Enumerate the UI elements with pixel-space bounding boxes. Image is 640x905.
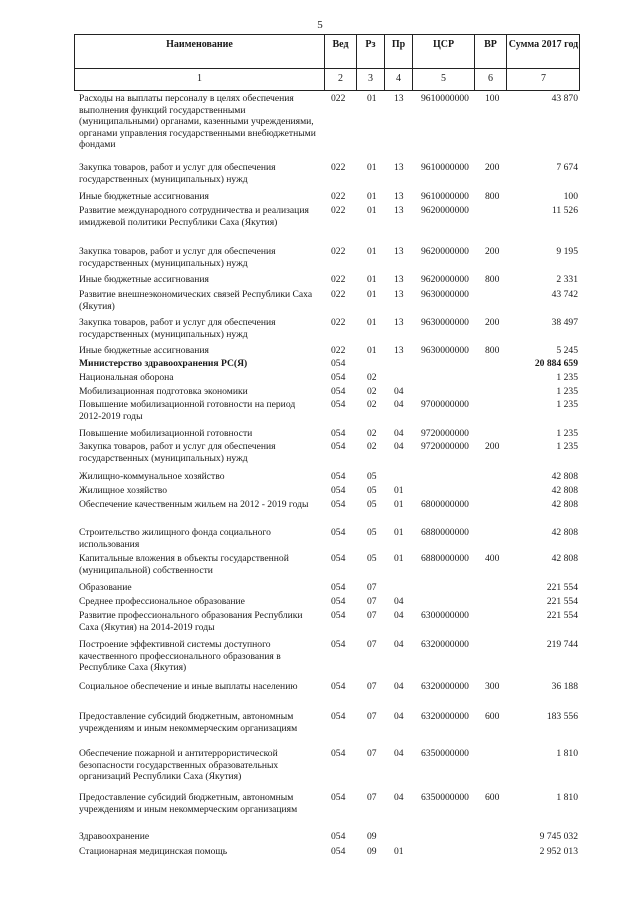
header-pr: Пр (384, 34, 412, 68)
cell-sum: 219 744 (546, 639, 578, 650)
cell-sum: 9 195 (556, 246, 578, 257)
cell-sum: 43 870 (551, 93, 578, 104)
cell-rz: 02 (367, 386, 377, 397)
cell-name: Иные бюджетные ассигнования (79, 191, 209, 202)
cell-sum: 42 808 (551, 485, 578, 496)
header-ved: Вед (324, 34, 356, 68)
header-number-sum: 7 (506, 69, 580, 90)
header-number-name: 1 (74, 69, 324, 90)
header-number-pr: 4 (384, 69, 412, 90)
cell-name: Жилищное хозяйство (79, 485, 168, 496)
cell-ved: 054 (331, 386, 346, 397)
cell-ved: 022 (331, 289, 346, 300)
cell-name: Предоставление субсидий бюджетным, автономным учреждениям и иным некоммерческим организациям (79, 792, 298, 815)
cell-pr: 01 (394, 846, 404, 857)
cell-rz: 05 (367, 471, 377, 482)
cell-pr: 01 (394, 527, 404, 538)
cell-sum: 1 235 (556, 386, 578, 397)
cell-csr: 9620000000 (421, 274, 469, 285)
cell-ved: 022 (331, 93, 346, 104)
cell-sum: 1 235 (556, 372, 578, 383)
cell-rz: 01 (367, 162, 377, 173)
cell-csr: 6350000000 (421, 792, 469, 803)
cell-rz: 01 (367, 317, 377, 328)
cell-sum: 42 808 (551, 553, 578, 564)
cell-rz: 02 (367, 399, 377, 410)
cell-pr: 13 (394, 345, 404, 356)
cell-csr: 6320000000 (421, 639, 469, 650)
cell-csr: 6880000000 (421, 527, 469, 538)
cell-name: Среднее профессиональное образование (79, 596, 245, 607)
cell-sum: 11 526 (551, 205, 578, 216)
cell-rz: 05 (367, 485, 377, 496)
cell-csr: 9630000000 (421, 317, 469, 328)
cell-csr: 6320000000 (421, 711, 469, 722)
cell-sum: 100 (563, 191, 578, 202)
cell-pr: 04 (394, 748, 404, 759)
cell-sum: 221 554 (546, 582, 578, 593)
cell-csr: 6320000000 (421, 681, 469, 692)
cell-name: Здравоохранение (79, 831, 150, 842)
cell-rz: 02 (367, 428, 377, 439)
cell-sum: 1 235 (556, 441, 578, 452)
cell-csr: 6350000000 (421, 748, 469, 759)
cell-ved: 022 (331, 345, 346, 356)
cell-pr: 13 (394, 246, 404, 257)
cell-pr: 13 (394, 191, 404, 202)
cell-rz: 02 (367, 441, 377, 452)
cell-name: Обеспечение пожарной и антитеррористической безопасности государственных образовательных организаций Республики Саха (Якутия) (79, 748, 279, 783)
cell-rz: 05 (367, 499, 377, 510)
header-csr: ЦСР (412, 34, 474, 68)
cell-name: Капитальные вложения в объекты государственной (муниципальной) собственности (79, 553, 289, 576)
cell-ved: 022 (331, 246, 346, 257)
cell-csr: 9620000000 (421, 205, 469, 216)
cell-sum: 36 188 (551, 681, 578, 692)
cell-ved: 054 (331, 596, 346, 607)
cell-sum: 43 742 (551, 289, 578, 300)
header-name: Наименование (74, 34, 324, 68)
cell-rz: 07 (367, 681, 377, 692)
cell-pr: 01 (394, 499, 404, 510)
cell-rz: 01 (367, 274, 377, 285)
cell-name: Строительство жилищного фонда социального использования (79, 527, 271, 550)
cell-pr: 13 (394, 93, 404, 104)
cell-sum: 2 952 013 (539, 846, 578, 857)
cell-sum: 221 554 (546, 610, 578, 621)
cell-csr: 9720000000 (421, 428, 469, 439)
cell-rz: 01 (367, 205, 377, 216)
cell-vr: 200 (485, 162, 500, 173)
cell-name: Стационарная медицинская помощь (79, 846, 228, 857)
cell-rz: 07 (367, 639, 377, 650)
cell-rz: 09 (367, 846, 377, 857)
cell-ved: 022 (331, 274, 346, 285)
cell-pr: 04 (394, 399, 404, 410)
cell-vr: 200 (485, 317, 500, 328)
cell-rz: 07 (367, 792, 377, 803)
header-number-rz: 3 (356, 69, 384, 90)
cell-csr: 9630000000 (421, 289, 469, 300)
cell-ved: 054 (331, 471, 346, 482)
cell-ved: 054 (331, 582, 346, 593)
header-sum: Сумма 2017 год (506, 34, 580, 68)
cell-vr: 100 (485, 93, 500, 104)
cell-name: Построение эффективной системы доступного качественного профессионального образования в Республике Саха (Якутия) (79, 639, 281, 674)
cell-csr: 6300000000 (421, 610, 469, 621)
cell-pr: 13 (394, 317, 404, 328)
cell-rz: 07 (367, 711, 377, 722)
cell-pr: 04 (394, 711, 404, 722)
cell-vr: 200 (485, 441, 500, 452)
cell-pr: 01 (394, 553, 404, 564)
cell-name: Иные бюджетные ассигнования (79, 345, 209, 356)
cell-csr: 6880000000 (421, 553, 469, 564)
cell-name: Обеспечение качественным жильем на 2012 - 2019 годы (79, 499, 309, 510)
cell-pr: 04 (394, 610, 404, 621)
cell-rz: 01 (367, 289, 377, 300)
cell-rz: 01 (367, 345, 377, 356)
cell-rz: 07 (367, 748, 377, 759)
cell-name: Развитие внешнеэкономических связей Республики Саха (Якутия) (79, 289, 313, 312)
cell-csr: 9620000000 (421, 246, 469, 257)
table-header (74, 34, 580, 90)
cell-sum: 38 497 (551, 317, 578, 328)
cell-sum: 2 331 (556, 274, 578, 285)
cell-ved: 054 (331, 681, 346, 692)
cell-vr: 400 (485, 553, 500, 564)
cell-ved: 022 (331, 205, 346, 216)
table-right-border (579, 34, 580, 90)
cell-vr: 800 (485, 345, 500, 356)
cell-name: Мобилизационная подготовка экономики (79, 386, 248, 397)
cell-csr: 6800000000 (421, 499, 469, 510)
cell-csr: 9700000000 (421, 399, 469, 410)
cell-name: Закупка товаров, работ и услуг для обеспечения государственных (муниципальных) нужд (79, 317, 276, 340)
cell-pr: 04 (394, 639, 404, 650)
cell-sum: 20 884 659 (534, 358, 578, 369)
page-number: 5 (317, 19, 323, 31)
cell-name: Повышение мобилизационной готовности на период 2012-2019 годы (79, 399, 296, 422)
cell-sum: 7 674 (556, 162, 578, 173)
cell-ved: 054 (331, 711, 346, 722)
cell-pr: 04 (394, 681, 404, 692)
cell-ved: 054 (331, 485, 346, 496)
cell-name: Социальное обеспечение и иные выплаты населению (79, 681, 298, 692)
cell-ved: 054 (331, 748, 346, 759)
cell-sum: 1 810 (556, 792, 578, 803)
cell-ved: 022 (331, 191, 346, 202)
cell-ved: 022 (331, 317, 346, 328)
cell-vr: 200 (485, 246, 500, 257)
cell-sum: 1 810 (556, 748, 578, 759)
cell-pr: 04 (394, 441, 404, 452)
cell-sum: 42 808 (551, 499, 578, 510)
cell-pr: 04 (394, 386, 404, 397)
cell-sum: 183 556 (546, 711, 578, 722)
cell-csr: 9630000000 (421, 345, 469, 356)
cell-vr: 300 (485, 681, 500, 692)
header-rz: Рз (356, 34, 384, 68)
cell-pr: 01 (394, 485, 404, 496)
cell-rz: 07 (367, 610, 377, 621)
cell-ved: 054 (331, 831, 346, 842)
header-bottom-border (74, 90, 580, 91)
cell-ved: 054 (331, 553, 346, 564)
cell-pr: 13 (394, 205, 404, 216)
cell-pr: 04 (394, 428, 404, 439)
cell-name: Предоставление субсидий бюджетным, автономным учреждениям и иным некоммерческим организациям (79, 711, 298, 734)
cell-pr: 04 (394, 596, 404, 607)
cell-name: Национальная оборона (79, 372, 174, 383)
cell-sum: 5 245 (556, 345, 578, 356)
cell-rz: 05 (367, 527, 377, 538)
cell-name: Повышение мобилизационной готовности (79, 428, 253, 439)
cell-name: Закупка товаров, работ и услуг для обеспечения государственных (муниципальных) нужд (79, 246, 276, 269)
cell-name: Закупка товаров, работ и услуг для обеспечения государственных (муниципальных) нужд (79, 441, 276, 464)
cell-ved: 054 (331, 610, 346, 621)
cell-ved: 054 (331, 792, 346, 803)
cell-ved: 054 (331, 639, 346, 650)
cell-csr: 9720000000 (421, 441, 469, 452)
cell-name: Образование (79, 582, 132, 593)
cell-rz: 01 (367, 93, 377, 104)
cell-pr: 13 (394, 162, 404, 173)
cell-ved: 054 (331, 372, 346, 383)
cell-rz: 05 (367, 553, 377, 564)
header-number-ved: 2 (324, 69, 356, 90)
cell-sum: 1 235 (556, 399, 578, 410)
header-number-vr: 6 (474, 69, 506, 90)
cell-sum: 42 808 (551, 527, 578, 538)
cell-vr: 800 (485, 274, 500, 285)
cell-csr: 9610000000 (421, 191, 469, 202)
cell-name: Развитие международного сотрудничества и реализация имиджевой политики Республики Саха (Якутия) (79, 205, 309, 228)
cell-rz: 01 (367, 191, 377, 202)
cell-sum: 9 745 032 (539, 831, 578, 842)
cell-rz: 07 (367, 582, 377, 593)
cell-vr: 800 (485, 191, 500, 202)
cell-csr: 9610000000 (421, 162, 469, 173)
cell-name: Жилищно-коммунальное хозяйство (79, 471, 225, 482)
cell-pr: 13 (394, 289, 404, 300)
cell-name: Министерство здравоохранения РС(Я) (79, 358, 248, 369)
cell-ved: 054 (331, 499, 346, 510)
cell-ved: 054 (331, 441, 346, 452)
cell-rz: 09 (367, 831, 377, 842)
cell-ved: 022 (331, 162, 346, 173)
header-vr: ВР (474, 34, 506, 68)
cell-name: Расходы на выплаты персоналу в целях обеспечения выполнения функций государственными (муниципальными) органами, казенными учреждениями, органами управления государственными внебюджетными фондами (79, 93, 316, 151)
header-number-csr: 5 (412, 69, 474, 90)
cell-name: Закупка товаров, работ и услуг для обеспечения государственных (муниципальных) нужд (79, 162, 276, 185)
cell-ved: 054 (331, 428, 346, 439)
cell-vr: 600 (485, 711, 500, 722)
cell-ved: 054 (331, 358, 346, 369)
cell-pr: 13 (394, 274, 404, 285)
cell-rz: 07 (367, 596, 377, 607)
cell-sum: 1 235 (556, 428, 578, 439)
cell-ved: 054 (331, 846, 346, 857)
cell-sum: 221 554 (546, 596, 578, 607)
cell-pr: 04 (394, 792, 404, 803)
cell-vr: 600 (485, 792, 500, 803)
cell-ved: 054 (331, 527, 346, 538)
cell-sum: 42 808 (551, 471, 578, 482)
cell-name: Иные бюджетные ассигнования (79, 274, 209, 285)
cell-rz: 02 (367, 372, 377, 383)
cell-rz: 01 (367, 246, 377, 257)
cell-name: Развитие профессионального образования Республики Саха (Якутия) на 2014-2019 годы (79, 610, 303, 633)
cell-csr: 9610000000 (421, 93, 469, 104)
cell-ved: 054 (331, 399, 346, 410)
